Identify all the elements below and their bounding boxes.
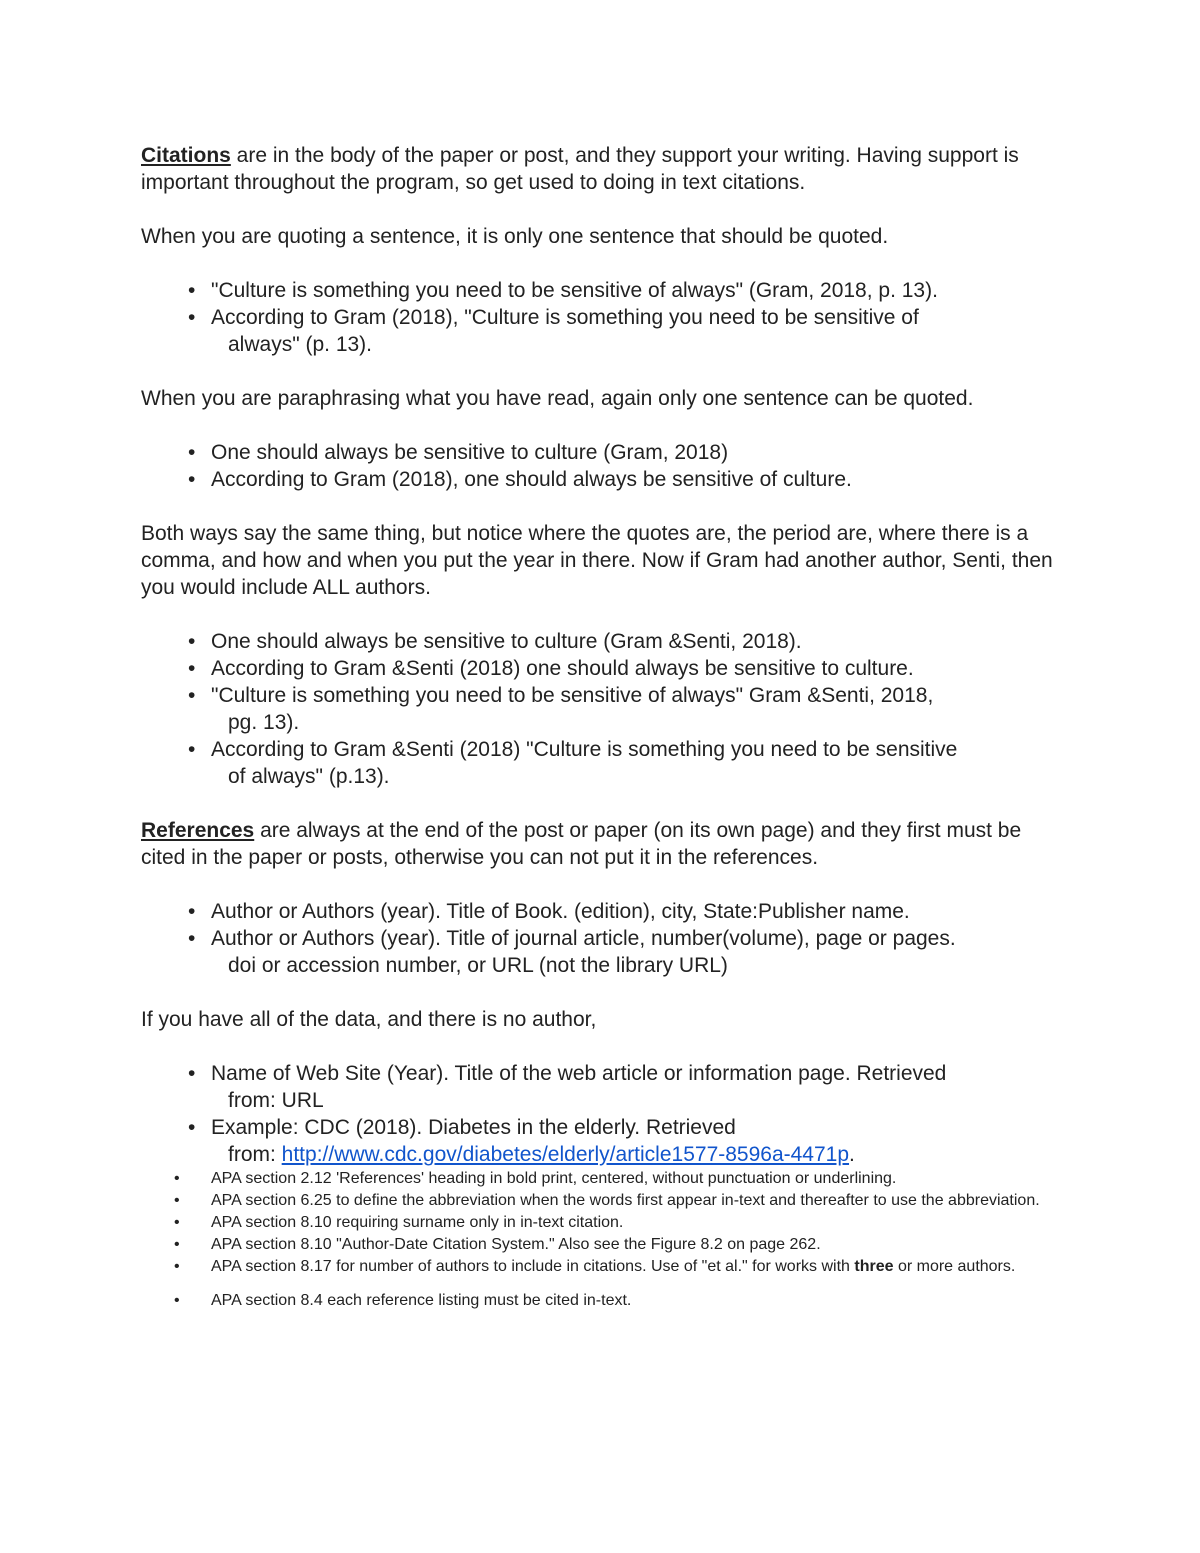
list-item-text: "Culture is something you need to be sensitive of always" Gram &Senti, 2018, (211, 684, 934, 707)
apa-note-text: APA section 8.17 for number of authors to include in citations. Use of "et al." for works with (211, 1258, 855, 1275)
apa-notes-list (141, 1168, 1061, 1311)
quoting-intro: When you are quoting a sentence, it is only one sentence that should be quoted. (141, 225, 889, 248)
list-item-continuation: from: URL (228, 1089, 324, 1112)
bullet-icon: • (174, 1214, 180, 1231)
cdc-url-link[interactable]: http://www.cdc.gov/diabetes/elderly/article1577-8596a-4471p (281, 1143, 850, 1166)
paraphrasing-intro: When you are paraphrasing what you have read, again only one sentence can be quoted. (141, 387, 974, 410)
citations-intro: are in the body of the paper or post, and they support your writing. Having support is important throughout the program, so get used to doing in text citations. (141, 144, 1019, 194)
apa-note (141, 1212, 1061, 1233)
list-item-text: Author or Authors (year). Title of Book. (edition), city, State:Publisher name. (211, 900, 910, 923)
list-item-text: According to Gram (2018), "Culture is something you need to be sensitive of (211, 306, 919, 329)
bullet-icon: • (174, 1236, 180, 1253)
list-item (141, 655, 1061, 682)
bullet-icon: • (188, 468, 196, 491)
no-author-list (141, 1060, 1061, 1168)
apa-note (141, 1234, 1061, 1255)
bullet-icon: • (188, 684, 196, 707)
list-item-text: One should always be sensitive to culture (Gram &Senti, 2018). (211, 630, 802, 653)
from-label: from: (228, 1143, 282, 1166)
list-item-text: According to Gram (2018), one should always be sensitive of culture. (211, 468, 852, 491)
list-item-text: "Culture is something you need to be sensitive of always" (Gram, 2018, p. 13). (211, 279, 938, 302)
references-list (141, 898, 1061, 979)
bullet-icon: • (188, 900, 196, 923)
apa-note-text: APA section 2.12 'References' heading in bold print, centered, without punctuation or underlining. (211, 1170, 897, 1187)
references-paragraph (141, 817, 1061, 871)
list-item-continuation (211, 1141, 1061, 1168)
apa-note-text: APA section 6.25 to define the abbreviation when the words first appear in-text and thereafter to use the abbreviation. (211, 1192, 1040, 1209)
list-item (141, 304, 1061, 358)
bullet-icon: • (188, 657, 196, 680)
list-item-continuation: of always" (p.13). (228, 765, 390, 788)
apa-note (141, 1256, 1061, 1277)
apa-note-text: APA section 8.10 requiring surname only in in-text citation. (211, 1214, 624, 1231)
apa-note (141, 1290, 1061, 1311)
bullet-icon: • (188, 441, 196, 464)
references-intro: are always at the end of the post or paper (on its own page) and they first must be cited in the paper or posts, otherwise you can not put it in the references. (141, 819, 1022, 869)
apa-note (141, 1190, 1061, 1211)
bullet-icon: • (188, 279, 196, 302)
list-item-continuation: doi or accession number, or URL (not the library URL) (228, 954, 728, 977)
citations-paragraph (141, 142, 1061, 196)
list-item (141, 628, 1061, 655)
bullet-icon: • (174, 1192, 180, 1209)
period: . (849, 1143, 855, 1166)
list-item-continuation: pg. 13). (228, 711, 300, 734)
multi-author-list (141, 628, 1061, 790)
both-ways-paragraph: Both ways say the same thing, but notice where the quotes are, the period are, where there is a comma, and how and when you put the year in there. Now if Gram had another author, Senti, then you would include ALL authors. (141, 522, 1053, 599)
citations-heading: Citations (141, 144, 231, 167)
bullet-icon: • (188, 630, 196, 653)
bullet-icon: • (188, 306, 196, 329)
list-item (141, 466, 1061, 493)
list-item-text: Name of Web Site (Year). Title of the web article or information page. Retrieved (211, 1062, 947, 1085)
bullet-icon: • (174, 1170, 180, 1187)
apa-note-text: APA section 8.4 each reference listing must be cited in-text. (211, 1292, 632, 1309)
emphasis-three: three (854, 1258, 894, 1275)
bullet-icon: • (174, 1258, 180, 1275)
no-author-intro: If you have all of the data, and there is no author, (141, 1008, 597, 1031)
list-item-text: Author or Authors (year). Title of journal article, number(volume), page or pages. (211, 927, 956, 950)
list-item-text: According to Gram &Senti (2018) one should always be sensitive to culture. (211, 657, 914, 680)
apa-note-text: or more authors. (893, 1258, 1016, 1275)
apa-note-text: APA section 8.10 "Author-Date Citation System." Also see the Figure 8.2 on page 262. (211, 1236, 821, 1253)
bullet-icon: • (188, 738, 196, 761)
bullet-icon: • (188, 927, 196, 950)
list-item-text: One should always be sensitive to culture (Gram, 2018) (211, 441, 729, 464)
list-item (141, 925, 1061, 979)
paraphrasing-list (141, 439, 1061, 493)
bullet-icon: • (188, 1062, 196, 1085)
list-item (141, 898, 1061, 925)
bullet-icon: • (174, 1292, 180, 1309)
list-item-continuation: always" (p. 13). (228, 333, 373, 356)
document-body (141, 142, 1061, 1312)
list-item-text: Example: CDC (2018). Diabetes in the elderly. Retrieved (211, 1116, 736, 1139)
list-item (141, 736, 1061, 790)
list-item (141, 439, 1061, 466)
bullet-icon: • (188, 1116, 196, 1139)
apa-note (141, 1168, 1061, 1189)
list-item (141, 682, 1061, 736)
list-item (141, 277, 1061, 304)
references-heading: References (141, 819, 255, 842)
list-item (141, 1060, 1061, 1114)
list-item-text: According to Gram &Senti (2018) "Culture is something you need to be sensitive (211, 738, 958, 761)
quoting-list (141, 277, 1061, 358)
list-item (141, 1114, 1061, 1168)
